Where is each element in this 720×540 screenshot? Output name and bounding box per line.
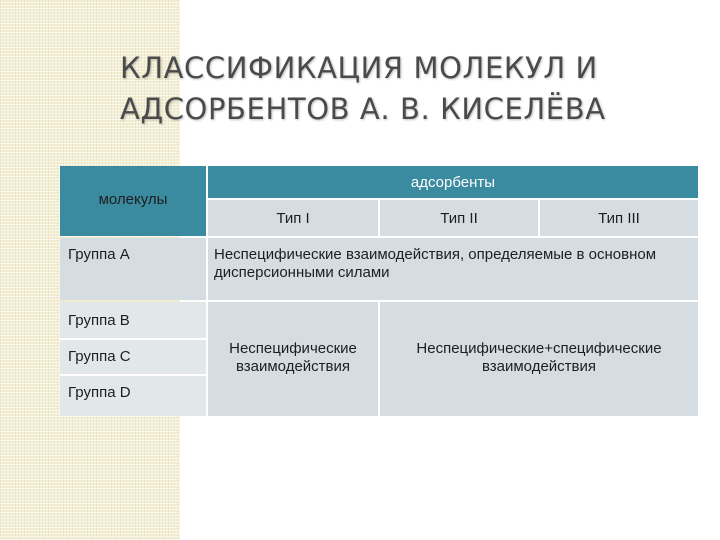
adsorbents-header: адсорбенты [410, 174, 496, 191]
molecules-header: молекулы [98, 191, 168, 208]
type-3-label: Тип III [598, 210, 640, 227]
type-1-label: Тип I [276, 210, 310, 227]
group-d-label: Группа D [68, 384, 131, 401]
group-a-cell [60, 238, 206, 300]
row-a-text-cell [208, 238, 698, 300]
type-3-header [540, 200, 698, 236]
type23-bcd-text: Неспецифические+специфические взаимодействия [416, 340, 662, 375]
group-b-label: Группа B [68, 312, 130, 329]
classification-table [60, 166, 698, 416]
row-a-text: Неспецифические взаимодействия, определяемые в основном дисперсионными силами [214, 246, 657, 281]
groups-bcd-cell [60, 302, 206, 416]
type23-bcd-cell [380, 302, 698, 416]
title-line-1: КЛАССИФИКАЦИЯ МОЛЕКУЛ И [120, 51, 598, 85]
group-a-label: Группа A [68, 246, 130, 263]
type-1-header [208, 200, 378, 236]
groups-separator-1 [60, 338, 206, 340]
type-2-label: Тип II [440, 210, 478, 227]
groups-separator-2 [60, 374, 206, 376]
slide-title [120, 48, 710, 130]
adsorbents-header-cell [208, 166, 698, 198]
type-2-header [380, 200, 538, 236]
type1-bcd-cell [208, 302, 378, 416]
group-c-label: Группа C [68, 348, 131, 365]
molecules-header-cell [60, 166, 206, 236]
type1-bcd-text: Неспецифические взаимодействия [229, 340, 357, 375]
title-line-2: АДСОРБЕНТОВ А. В. КИСЕЛЁВА [120, 92, 606, 126]
